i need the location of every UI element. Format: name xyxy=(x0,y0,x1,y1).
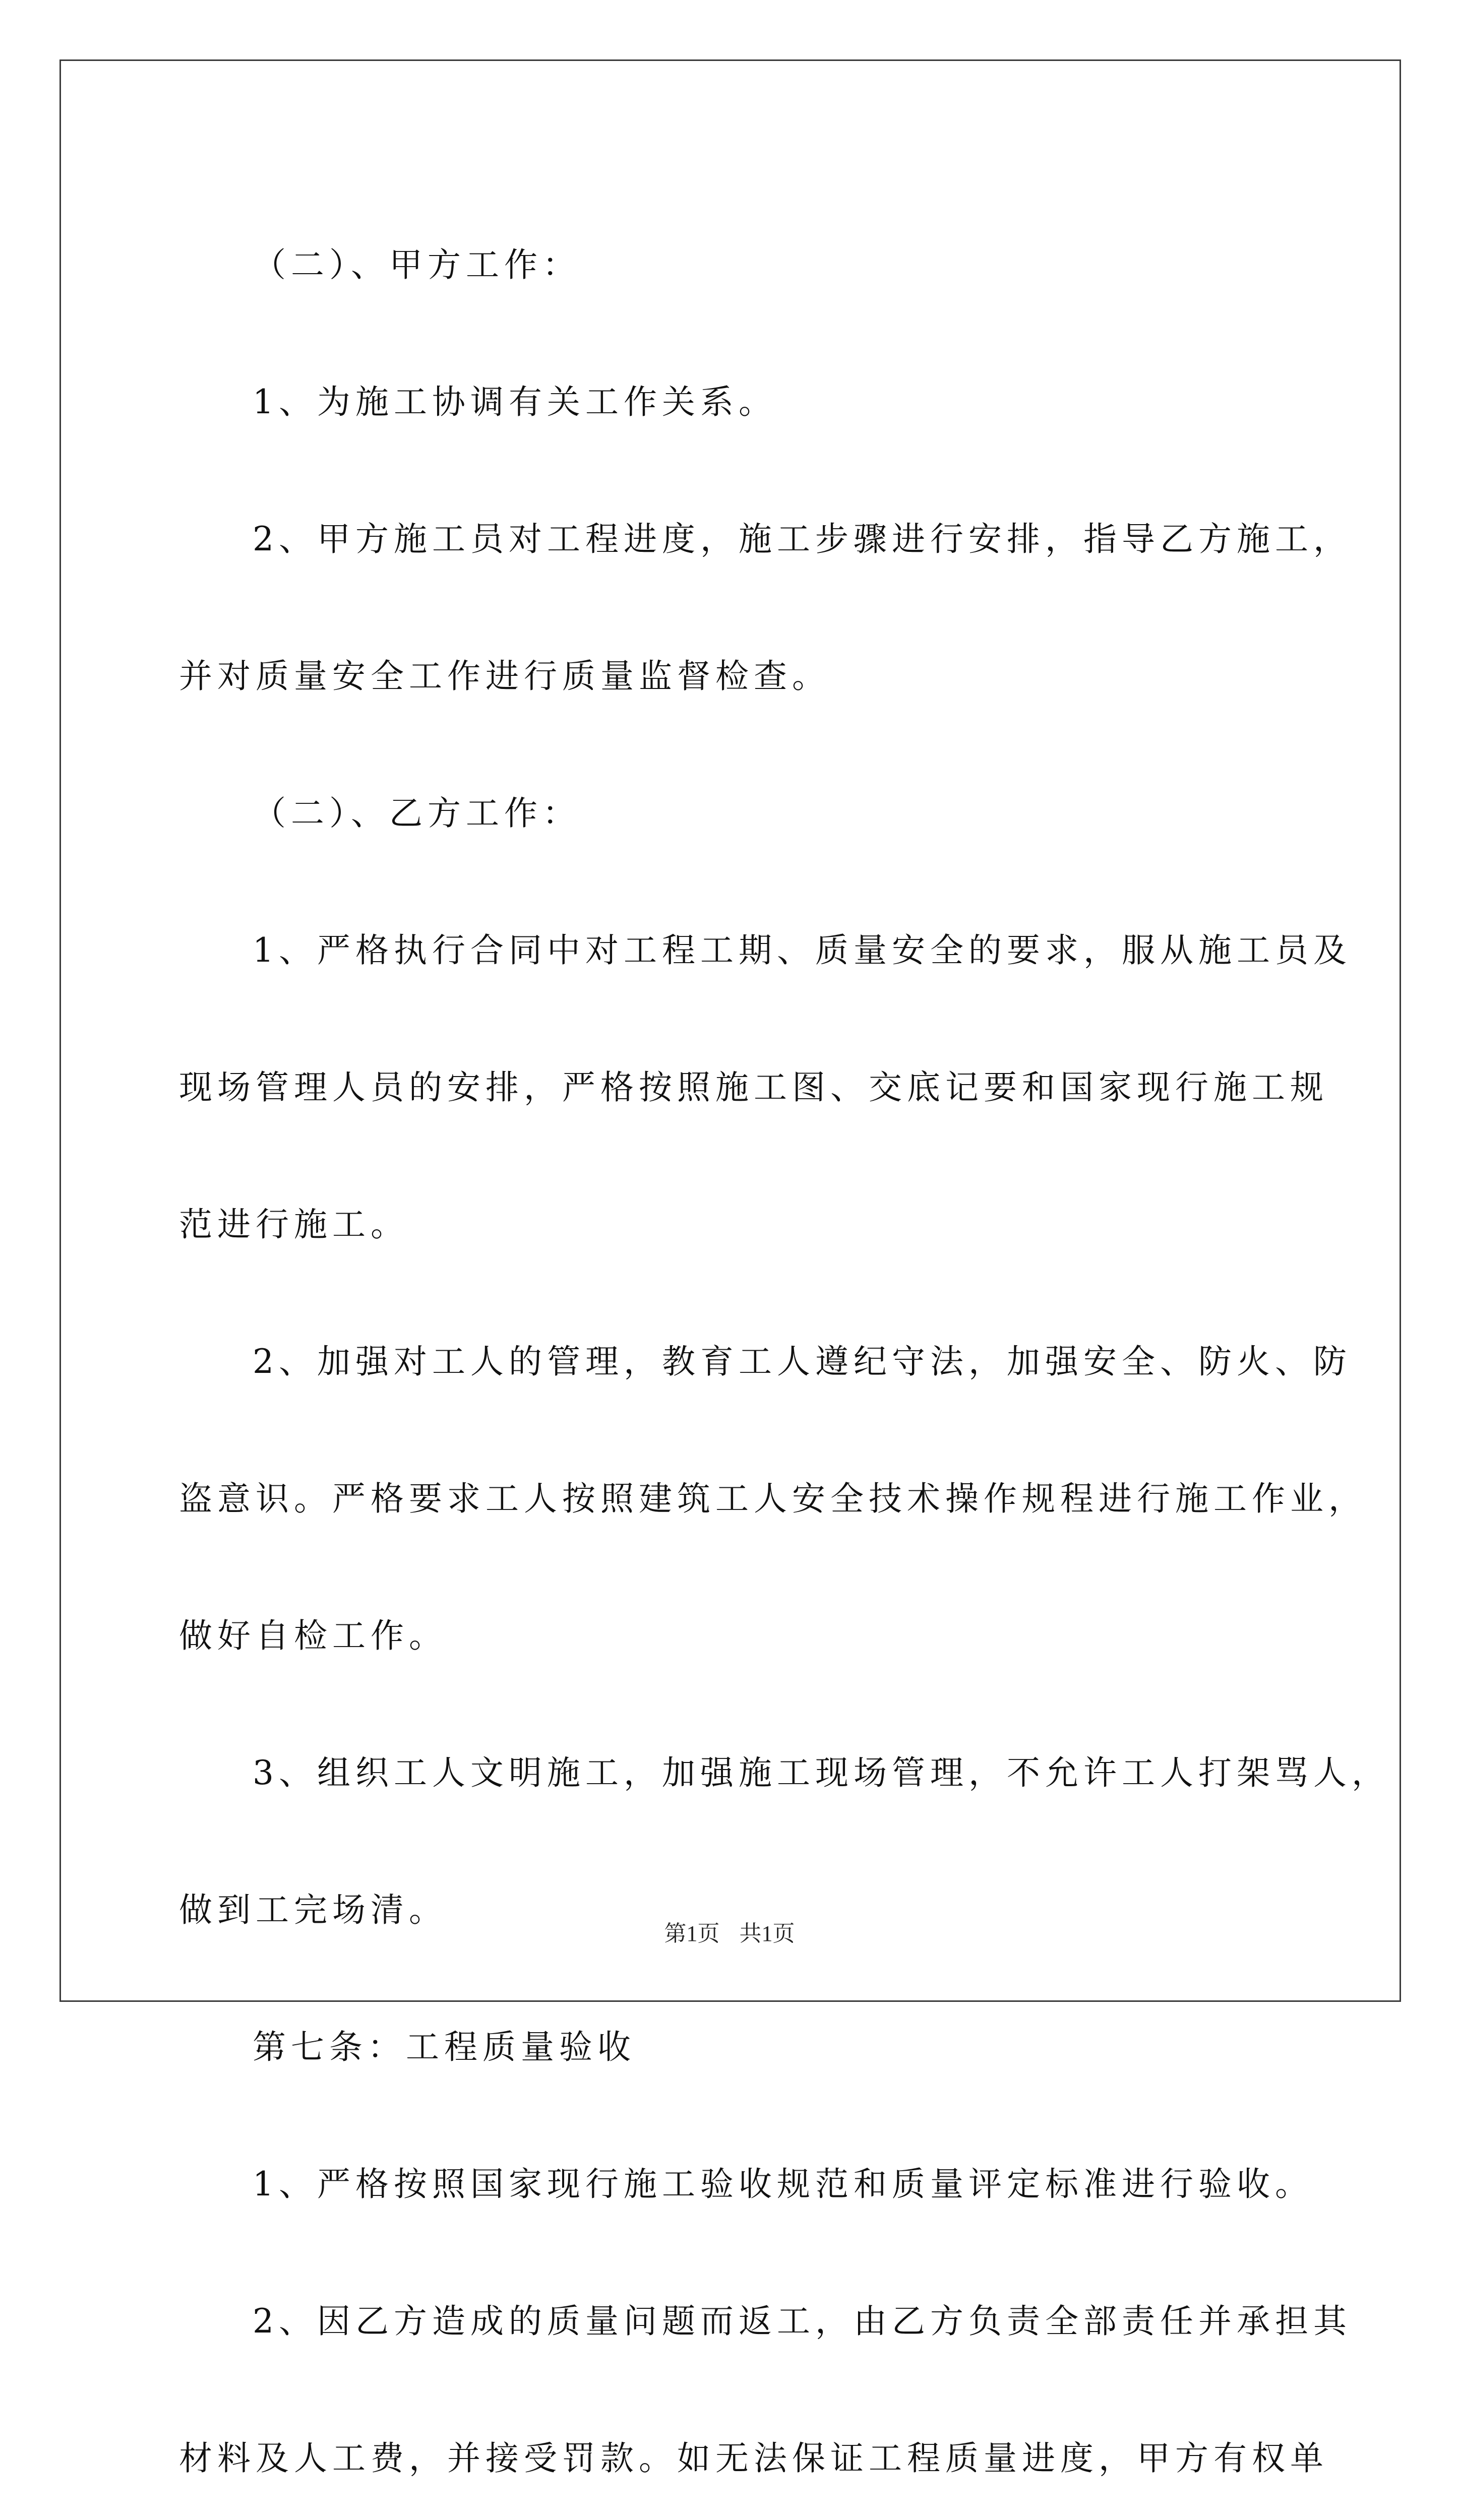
document-body xyxy=(179,197,1390,2520)
paragraph-line: 做到工完场清。 xyxy=(179,1891,447,1929)
paragraph-line: 材料及人工费，并接受罚款。如无法保证工程质量进度，甲方有权单 xyxy=(179,2439,1328,2478)
paragraph-line: 1、严格执行合同中对工程工期、质量安全的要求，服从施工员及 xyxy=(253,931,1352,970)
article-heading: 第七条：工程质量验收 xyxy=(253,2028,636,2066)
paragraph-line: 1、严格按照国家现行施工验收规范和质量评定标准进行验收。 xyxy=(253,2165,1313,2203)
page-number-total: 共1页 xyxy=(739,1921,795,1946)
paragraph-line: 3、组织工人文明施工，加强施工现场管理，不允许工人打架骂人， xyxy=(253,1753,1390,1792)
paragraph-line: 2、因乙方造成的质量问题而返工，由乙方负责全部责任并承担其 xyxy=(253,2302,1352,2341)
paragraph-line: 盗意识。严格要求工人按照建筑工人安全技术操作规程进行施工作业， xyxy=(179,1479,1367,1518)
paragraph-line: 2、加强对工人的管理，教育工人遵纪守法，加强安全、防火、防 xyxy=(253,1342,1352,1381)
paragraph-line: 现场管理人员的安排，严格按照施工图、交底记要和国家现行施工规 xyxy=(179,1068,1328,1107)
paragraph-line: 并对质量安全工作进行质量监督检查。 xyxy=(179,657,830,696)
paragraph-line: 范进行施工。 xyxy=(179,1205,409,1244)
section-heading-party-b: （二）、乙方工作： xyxy=(253,794,581,833)
paragraph-line: 1、为施工协调有关工作关系。 xyxy=(253,383,777,421)
paragraph-line: 做好自检工作。 xyxy=(179,1616,447,1655)
page-footer xyxy=(0,1915,1459,1947)
page-number-current: 第1页 xyxy=(664,1921,720,1946)
paragraph-line: 2、甲方施工员对工程进度，施工步骤进行安排，指导乙方施工， xyxy=(253,520,1352,558)
section-heading-party-a: （二）、甲方工作： xyxy=(253,245,581,284)
